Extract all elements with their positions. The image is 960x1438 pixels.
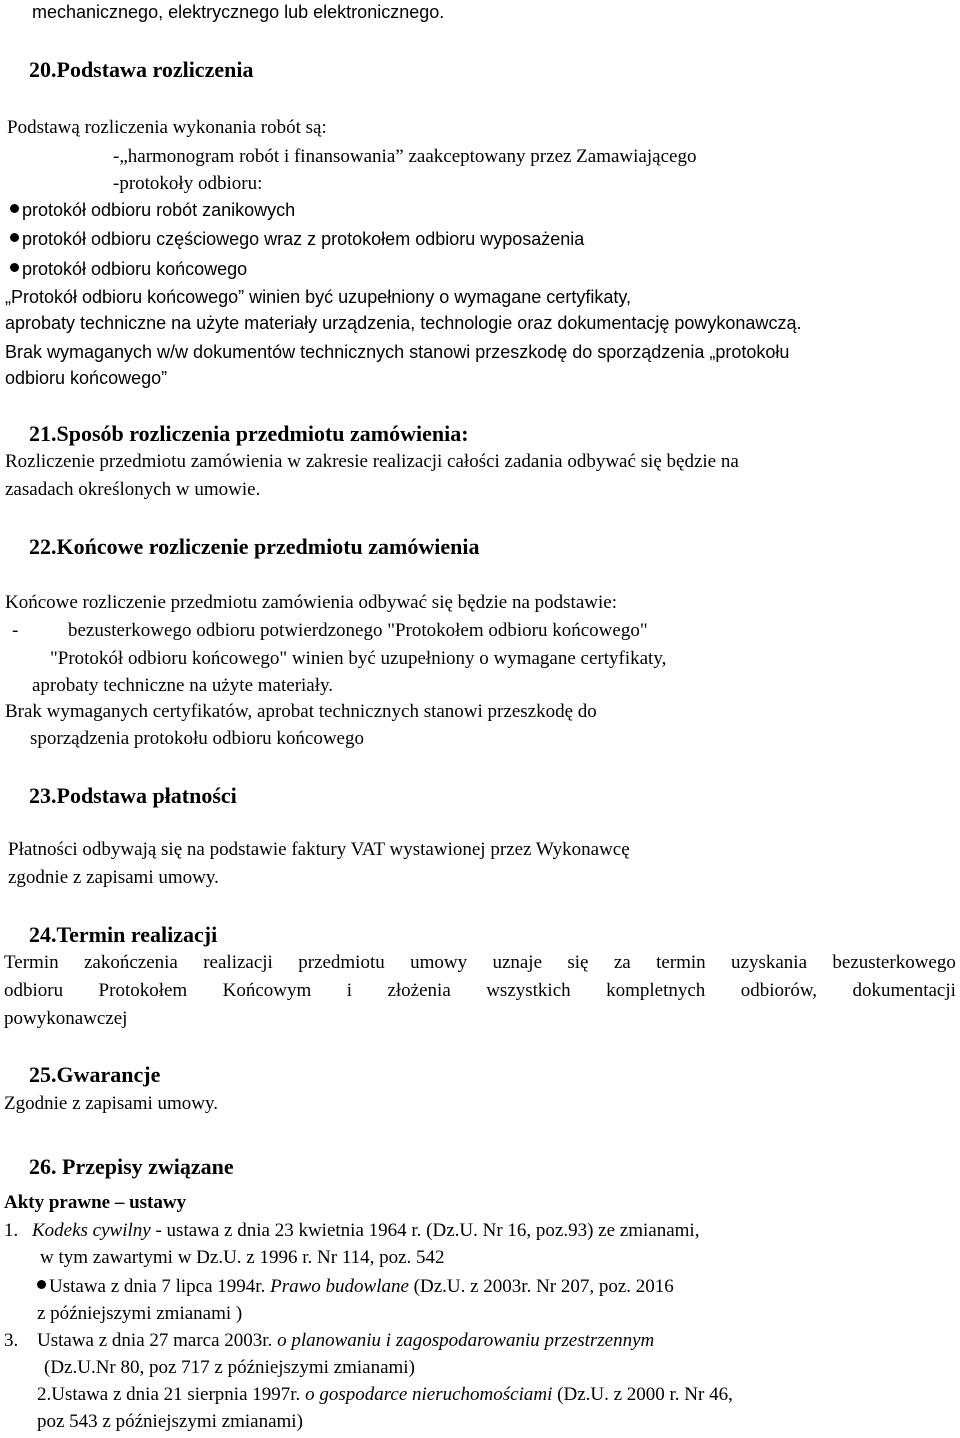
list-item	[37, 1383, 733, 1407]
word: termin	[656, 952, 706, 973]
section-21-heading: 21.Sposób rozliczenia przedmiotu zamówienia:	[29, 421, 469, 446]
list-item-text: Ustawa z dnia 7 lipca 1994r.	[49, 1276, 271, 1297]
word: realizacji	[203, 952, 273, 973]
continued-text: mechanicznego, elektrycznego lub elektronicznego.	[32, 2, 445, 22]
list-item-text: protokół odbioru końcowego	[22, 259, 248, 279]
list-item	[10, 227, 584, 251]
word: Końcowym	[222, 980, 312, 1001]
list-item-text: Ustawa z dnia 27 marca 2003r.	[37, 1330, 278, 1351]
section-25-heading: 25.Gwarancje	[29, 1062, 161, 1087]
section-20-intro: Podstawą rozliczenia wykonania robót są:	[7, 117, 327, 138]
paragraph-line: odbioru końcowego”	[5, 368, 168, 388]
word: złożenia	[387, 980, 451, 1001]
paragraph-line: powykonawczej	[4, 1008, 128, 1029]
word: Termin	[4, 952, 59, 973]
section-26-heading: 26. Przepisy związane	[29, 1154, 234, 1179]
act-title: o planowaniu i zagospodarowaniu przestrzennym	[277, 1330, 655, 1351]
section-20-heading: 20.Podstawa rozliczenia	[29, 57, 254, 82]
act-title: Prawo budowlane	[270, 1276, 409, 1297]
paragraph-line: sporządzenia protokołu odbioru końcowego	[30, 728, 364, 749]
section-22-heading: 22.Końcowe rozliczenie przedmiotu zamówienia	[29, 534, 480, 559]
word: i	[346, 980, 353, 1001]
bullet-icon	[10, 204, 19, 213]
act-title: Kodeks cywilny	[32, 1220, 151, 1241]
word: przedmiotu	[298, 952, 385, 973]
list-item-text: (Dz.U. z 2000 r. Nr 46,	[552, 1384, 733, 1405]
paragraph-line: „Protokół odbioru końcowego” winien być uzupełniony o wymagane certyfikaty,	[5, 287, 631, 307]
word: za	[613, 952, 631, 973]
word: uzyskania	[731, 952, 808, 973]
paragraph-line: aprobaty techniczne na użyte materiały urządzenia, technologie oraz dokumentację powykonawczą.	[5, 313, 802, 333]
subheading: Akty prawne – ustawy	[4, 1192, 187, 1213]
section-24-heading: 24.Termin realizacji	[29, 922, 218, 947]
word: umowy	[410, 952, 468, 973]
list-item	[37, 1275, 674, 1299]
list-item	[37, 1329, 654, 1353]
paragraph-line: z późniejszymi zmianami )	[37, 1303, 243, 1324]
justified-line	[4, 979, 956, 1003]
word: dokumentacji	[852, 980, 956, 1001]
section-23-heading: 23.Podstawa płatności	[29, 783, 237, 808]
section-20-item: -protokoły odbioru:	[113, 173, 263, 194]
paragraph-line: Brak wymaganych w/w dokumentów technicznych stanowi przeszkodę do sporządzenia „protokołu	[5, 342, 790, 362]
paragraph-line: w tym zawartymi w Dz.U. z 1996 r. Nr 114, poz. 542	[40, 1247, 445, 1268]
act-title: o gospodarce nieruchomościami	[305, 1384, 553, 1405]
word: wszystkich	[486, 980, 571, 1001]
word: Protokołem	[98, 980, 188, 1001]
list-item	[32, 1219, 699, 1243]
paragraph-line: poz 543 z późniejszymi zmianami)	[37, 1411, 303, 1432]
paragraph-line: zasadach określonych w umowie.	[5, 479, 261, 500]
list-item-text: protokół odbioru częściowego wraz z protokołem odbioru wyposażenia	[22, 229, 585, 249]
list-item-text: 2.Ustawa z dnia 21 sierpnia 1997r.	[37, 1384, 306, 1405]
list-item-text: (Dz.U. z 2003r. Nr 207, poz. 2016	[408, 1276, 674, 1297]
paragraph-line: zgodnie z zapisami umowy.	[8, 867, 219, 888]
paragraph-line: Zgodnie z zapisami umowy.	[4, 1093, 219, 1114]
list-item-text: - ustawa z dnia 23 kwietnia 1964 r. (Dz.U. Nr 16, poz.93) ze zmianami,	[150, 1220, 700, 1241]
word: odbioru	[4, 980, 64, 1001]
bullet-icon	[10, 233, 19, 242]
list-dash: -	[12, 620, 19, 641]
bullet-icon	[10, 263, 19, 272]
list-number: 3.	[4, 1330, 19, 1351]
word: uznaje	[492, 952, 543, 973]
list-item-text: protokół odbioru robót zanikowych	[22, 200, 296, 220]
bullet-icon	[37, 1280, 46, 1289]
justified-line	[4, 951, 956, 975]
paragraph-line: Końcowe rozliczenie przedmiotu zamówienia odbywać się będzie na podstawie:	[5, 592, 617, 613]
paragraph-line: "Protokół odbioru końcowego" winien być uzupełniony o wymagane certyfikaty,	[50, 648, 667, 669]
paragraph-line: Płatności odbywają się na podstawie faktury VAT wystawionej przez Wykonawcę	[8, 839, 630, 860]
list-item	[10, 257, 247, 281]
word: zakończenia	[83, 952, 178, 973]
paragraph-line: (Dz.U.Nr 80, poz 717 z późniejszymi zmianami)	[44, 1357, 415, 1378]
paragraph-line: bezusterkowego odbioru potwierdzonego "Protokołem odbioru końcowego"	[68, 620, 648, 641]
word: odbiorów,	[740, 980, 818, 1001]
word: bezusterkowego	[832, 952, 956, 973]
list-number: 1.	[4, 1220, 19, 1241]
paragraph-line: Brak wymaganych certyfikatów, aprobat technicznych stanowi przeszkodę do	[5, 701, 597, 722]
paragraph-line: aprobaty techniczne na użyte materiały.	[32, 675, 334, 696]
paragraph-line: Rozliczenie przedmiotu zamówienia w zakresie realizacji całości zadania odbywać się będzie na	[5, 451, 739, 472]
word: się	[567, 952, 589, 973]
section-20-item: -„harmonogram robót i finansowania” zaakceptowany przez Zamawiającego	[113, 146, 697, 167]
word: kompletnych	[606, 980, 706, 1001]
list-item	[10, 198, 295, 222]
